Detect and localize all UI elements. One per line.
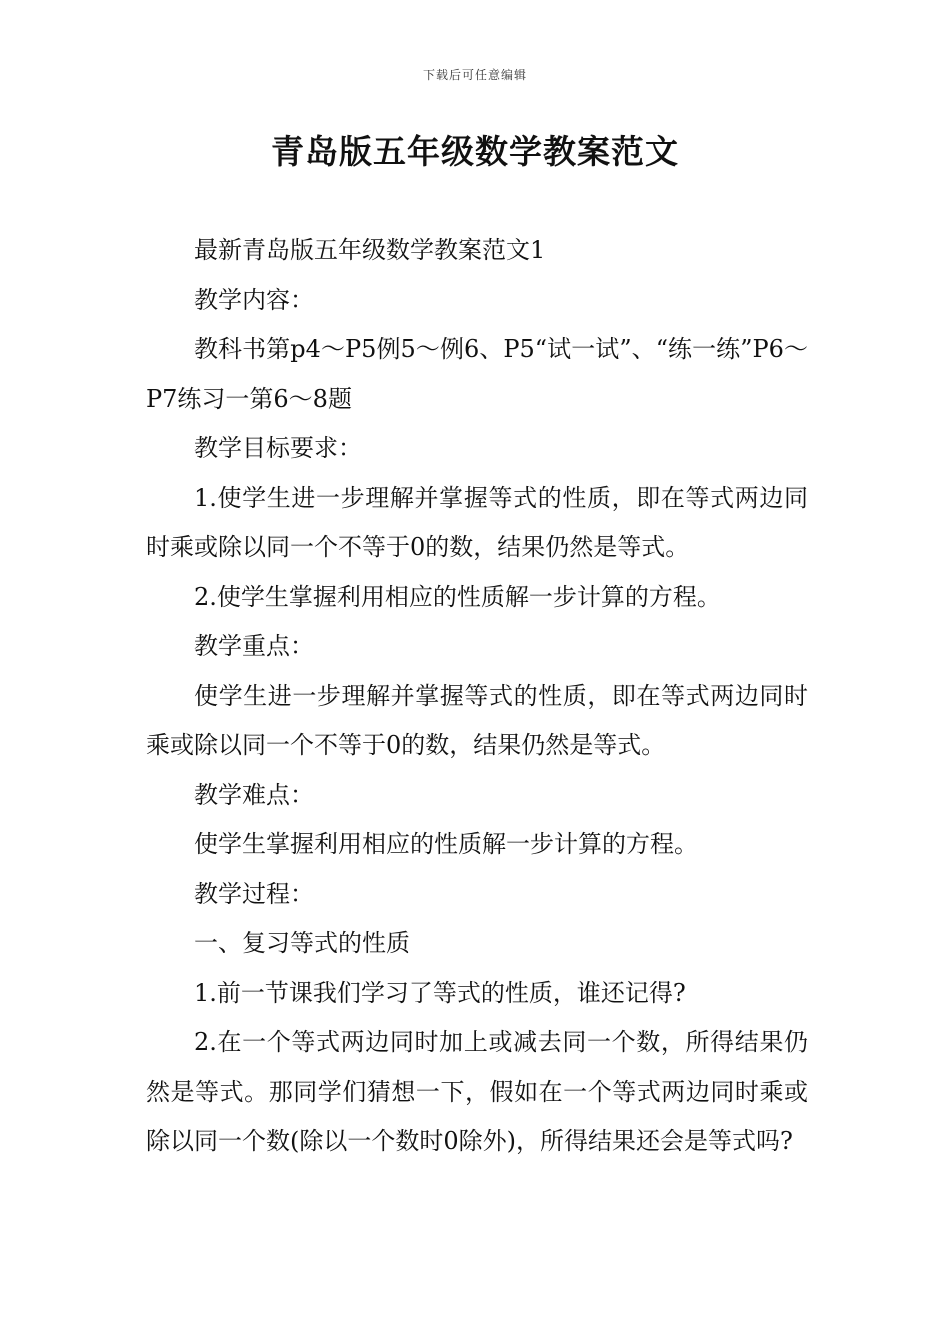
paragraph-section-1-heading: 一、复习等式的性质 xyxy=(194,929,410,957)
paragraph-subtitle: 最新青岛版五年级数学教案范文1 xyxy=(194,236,546,264)
header-note: 下载后可任意编辑 xyxy=(422,68,527,82)
paragraph-key-points: 使学生进一步理解并掌握等式的性质，即在等式两边同时乘或除以同一个不等于0的数，结果仍然是等式。 xyxy=(146,681,808,759)
paragraph-process-heading: 教学过程： xyxy=(194,879,314,908)
paragraph-key-points-heading: 教学重点： xyxy=(194,632,314,660)
paragraph-content: 教科书第p4～P5例5～例6、P5“试一试”、“练一练”P6～P7练习一第6～8题 xyxy=(146,335,808,413)
paragraph-goal-2: 2.使学生掌握利用相应的性质解一步计算的方程。 xyxy=(194,582,721,611)
document-body xyxy=(146,226,808,1167)
paragraph-goals-heading: 教学目标要求： xyxy=(194,434,362,462)
page-title: 青岛版五年级数学教案范文 xyxy=(271,132,679,171)
paragraph-step-1: 1.前一节课我们学习了等式的性质，谁还记得? xyxy=(194,978,686,1007)
paragraph-difficulty: 使学生掌握利用相应的性质解一步计算的方程。 xyxy=(194,830,698,858)
paragraph-step-2: 2.在一个等式两边同时加上或减去同一个数，所得结果仍然是等式。那同学们猜想一下，假如在一个等式两边同时乘或除以同一个数(除以一个数时0除外)，所得结果还会是等式吗? xyxy=(146,1028,808,1155)
paragraph-goal-1: 1.使学生进一步理解并掌握等式的性质，即在等式两边同时乘或除以同一个不等于0的数，结果仍然是等式。 xyxy=(146,483,808,561)
paragraph-content-heading: 教学内容： xyxy=(194,285,314,314)
paragraph-difficulty-heading: 教学难点： xyxy=(194,780,314,809)
